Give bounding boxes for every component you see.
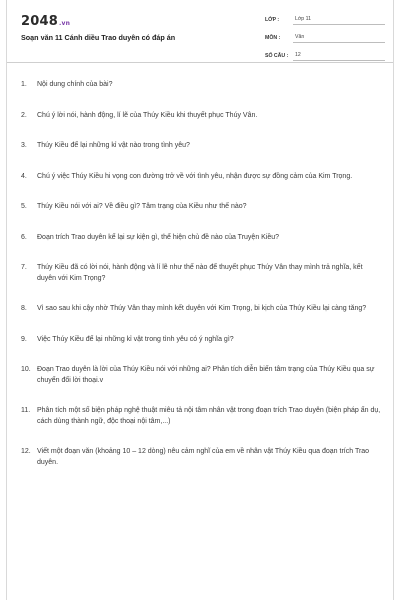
question-number: 7.: [21, 264, 27, 271]
meta-label: SỐ CÂU :: [265, 53, 289, 59]
worksheet-header: [7, 0, 393, 63]
meta-row-subject: [265, 30, 385, 43]
question-item: [21, 365, 381, 386]
meta-label: MÔN :: [265, 35, 281, 41]
worksheet-page: [6, 0, 394, 600]
question-text: Thúy Kiều nói với ai? Về điều gì? Tâm trạng của Kiều như thế nào?: [37, 203, 247, 210]
question-text: Thúy Kiều để lại những kỉ vật nào trong tình yêu?: [37, 142, 190, 149]
question-item: [21, 304, 381, 315]
logo-suffix: .vn: [58, 20, 71, 27]
question-text: Đoạn Trao duyên là lời của Thúy Kiều nói với những ai? Phân tích diễn biến tâm trạng của Thúy Kiều qua sự chuyển đổi lời thoại.v: [37, 366, 375, 384]
question-number: 12.: [21, 448, 31, 455]
question-text: Nội dung chính của bài?: [37, 81, 113, 88]
question-text: Đoạn trích Trao duyên kể lại sự kiện gì, thể hiện chủ đề nào của Truyện Kiều?: [37, 233, 280, 241]
question-item: [21, 111, 381, 122]
question-number: 11.: [21, 407, 31, 414]
meta-value: Lớp 11: [293, 16, 385, 25]
question-item: [21, 172, 381, 183]
meta-info: [265, 12, 385, 66]
question-item: [21, 335, 381, 346]
question-text: Vì sao sau khi cậy nhờ Thúy Vân thay mình kết duyên với Kim Trọng, bi kịch của Thúy Kiều lại càng tăng?: [37, 305, 367, 312]
question-item: [21, 233, 381, 244]
question-text: Chú ý việc Thúy Kiều hi vọng con đường trở về với tình yêu, nhận được sự đồng cảm của Kim Trọng.: [37, 172, 353, 180]
question-item: [21, 263, 381, 284]
logo-text: 2048: [21, 14, 58, 29]
question-item: [21, 406, 381, 427]
question-number: 8.: [21, 305, 27, 312]
question-number: 5.: [21, 203, 27, 210]
meta-value: Văn: [293, 34, 385, 43]
question-text: Thúy Kiều đã có lời nói, hành động và lí lẽ như thế nào để thuyết phục Thúy Vân thay mình trả nghĩa, kết duyên với Kim Trọng?: [37, 264, 363, 282]
question-text: Phân tích một số biện pháp nghệ thuật miêu tả nội tâm nhân vật trong đoạn trích Trao duyên (biện pháp ẩn dụ, cách dùng thành ngữ, độc thoại nội tâm,...): [37, 407, 381, 425]
question-item: [21, 447, 381, 468]
site-logo[interactable]: [21, 14, 70, 29]
question-number: 3.: [21, 142, 27, 149]
question-number: 1.: [21, 81, 27, 88]
question-text: Chú ý lời nói, hành động, lí lẽ của Thúy Kiều khi thuyết phục Thúy Vân.: [37, 111, 258, 119]
question-item: [21, 202, 381, 213]
question-number: 4.: [21, 172, 27, 180]
question-text: Viết một đoạn văn (khoảng 10 – 12 dòng) nêu cảm nghĩ của em về nhân vật Thúy Kiều qua đoạn trích Trao duyên.: [37, 448, 370, 466]
question-item: [21, 80, 381, 91]
meta-label: LỚP :: [265, 17, 280, 23]
meta-value: 12: [293, 52, 385, 61]
meta-row-class: [265, 12, 385, 25]
question-number: 6.: [21, 233, 27, 241]
meta-row-count: [265, 48, 385, 61]
question-number: 2.: [21, 111, 27, 119]
question-number: 10.: [21, 366, 31, 373]
question-number: 9.: [21, 335, 27, 343]
document-title: Soạn văn 11 Cánh diều Trao duyên có đáp án: [21, 33, 176, 42]
question-text: Việc Thúy Kiều để lại những kỉ vật trong tình yêu có ý nghĩa gì?: [37, 335, 234, 343]
question-list: [21, 80, 381, 488]
question-item: [21, 141, 381, 152]
